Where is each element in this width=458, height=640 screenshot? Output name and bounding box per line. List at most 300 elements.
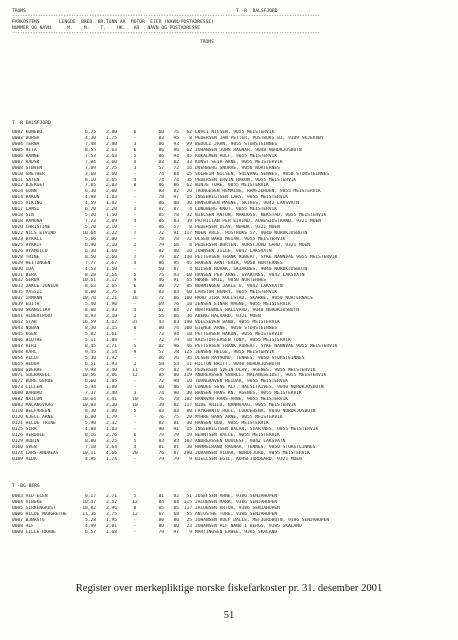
motor-year-cell: 97 [173, 195, 179, 201]
breadth-cell: 1,50 [106, 266, 117, 272]
breadth-cell: 3,41 [106, 397, 117, 403]
owner-cell: HANNVAR HANS-ARNE, 9055 MEISTERVIK [195, 397, 289, 403]
horsepower-cell: 80 [186, 409, 192, 415]
motor-year-cell: 91 [173, 278, 179, 284]
vessel-id-name: 0047 KIRI [12, 343, 37, 349]
tonnage-cell: 4 [133, 159, 137, 165]
tonnage-cell: 6 [133, 284, 137, 290]
motor-year-cell: 85 [173, 505, 179, 511]
length-cell: 4,99 [85, 523, 96, 529]
owner-cell: JOHANSEN JOHN RAGNAR, 9048 NORDKJOSBOTN [195, 147, 302, 153]
owner-cell: ANDREASSEN DUOLESF, 9042 LAKSVATN [195, 438, 286, 444]
motor-year-cell: 82 [173, 159, 179, 165]
tonnage-cell: 3 [133, 141, 137, 147]
length-cell: 8,17 [85, 494, 96, 499]
owner-cell: TRONGESEN REMMING, RAMFJORDEN, 9055 MEISTERVIK [195, 189, 321, 195]
owner-cell: KONST SEIR-ARNE, 9055 MEISTERVIK [195, 159, 283, 165]
length-cell: 4,88 [85, 426, 96, 432]
horsepower-cell: 10 [186, 385, 192, 391]
built-year-cell: 81 [158, 444, 164, 450]
built-year-cell: 83 [158, 159, 164, 165]
table-row [12, 530, 448, 536]
horsepower-cell: 9 [189, 529, 192, 535]
breadth-cell: 2,65 [106, 177, 117, 183]
owner-cell: HANSURSEN MAGNE, SKIKES, 9042 LAKSVATN [195, 201, 300, 207]
owner-cell: MYHRE HANS ARNE, 9055 MEISTERVIK [195, 415, 283, 420]
tonnage-cell: 20 [132, 450, 138, 456]
owner-cell: INGEBRIGTSEN LARS, 9055 MEISTERVIK [195, 195, 289, 201]
motor-year-cell: 86 [173, 385, 179, 391]
length-cell: 10,64 [82, 397, 96, 403]
built-year-cell: 57 [158, 349, 164, 355]
header-rule-bottom: ------------------------------------------------------------------------------------------------------------------------ [12, 31, 320, 36]
vessel-id-name: 0035 VASSIL [12, 290, 43, 296]
built-year-cell: 79 [158, 254, 164, 260]
built-year-cell: 69 [158, 302, 164, 308]
horsepower-cell: 51 [186, 494, 192, 499]
length-cell: 10,64 [82, 230, 96, 236]
length-cell: 10,47 [82, 499, 96, 505]
length-cell: 5,90 [85, 420, 96, 426]
built-year-cell: 85 [158, 213, 164, 219]
horsepower-cell: 100 [183, 296, 192, 302]
built-year-cell: 67 [158, 308, 164, 314]
owner-cell: JOHNSEN JILLE, 9042 LAKSVATN [195, 248, 272, 254]
horsepower-cell: 39 [186, 219, 192, 225]
vessel-id-name: 0129 RUBIN [12, 438, 40, 444]
horsepower-cell: 36 [186, 314, 192, 320]
length-cell: 5,66 [85, 236, 96, 242]
motor-year-cell: 66 [173, 242, 179, 248]
length-cell: 7,09 [85, 165, 96, 171]
length-cell: 7,77 [85, 260, 96, 266]
owner-cell: JOHANSEN ROLF DALLE, MEFJORDBOTN, 9386 SENJAHOPEN [195, 517, 330, 523]
built-year-cell: 82 [158, 248, 164, 254]
length-cell: 9,45 [85, 349, 96, 355]
tonnage-cell: - [133, 379, 137, 385]
length-cell: 3,60 [85, 171, 96, 177]
length-cell: 8,16 [85, 432, 96, 438]
built-year-cell: 76 [158, 415, 164, 420]
length-cell: 6,90 [85, 242, 96, 248]
built-year-cell: 83 [158, 290, 164, 296]
breadth-cell: 3,12 [106, 278, 117, 284]
horsepower-cell: 60 [186, 290, 192, 296]
vessel-id-name: 0017 LAMSI [12, 207, 40, 213]
motor-year-cell: 00 [173, 201, 179, 207]
owner-cell: NILSEN NORAK, SKJAKNES, 9040 NORDKJOSBOTN [195, 266, 308, 272]
length-cell: 6,57 [85, 529, 96, 535]
tonnage-cell: - [133, 171, 137, 177]
built-year-cell: 86 [158, 141, 164, 147]
vessel-id-name: 0005 RITA [12, 147, 37, 153]
vessel-id-name: 0015 VIKING [12, 201, 43, 207]
tonnage-cell: - [133, 225, 137, 230]
built-year-cell: 74 [158, 177, 164, 183]
built-year-cell: 83 [158, 438, 164, 444]
breadth-cell: 2,10 [106, 225, 117, 230]
tonnage-cell: - [133, 195, 137, 201]
breadth-cell: 1,83 [106, 426, 117, 432]
tonnage-cell: 11 [132, 367, 138, 373]
owner-cell: GJENGE ARNE, 9050 STORSTEINNES [195, 325, 278, 331]
horsepower-cell: 8 [189, 135, 192, 141]
built-year-cell: 79 [158, 432, 164, 438]
built-year-cell: 43 [158, 320, 164, 325]
column-header-line-2: NUMMER OG NAVN M. M. T. HK. AR NAVN OG POSTADRESSE [12, 26, 201, 31]
motor-year-cell: 78 [173, 213, 179, 219]
tonnage-cell: 4 [133, 260, 137, 266]
owner-cell: BERNTSEN HALLE, 9055 MEISTERVIK [195, 432, 280, 438]
breadth-cell: 1,85 [106, 379, 117, 385]
length-cell: 8,50 [85, 254, 96, 260]
built-year-cell: 86 [158, 183, 164, 189]
tonnage-cell: 7 [133, 230, 137, 236]
owner-cell: ROKALMEN ROLF, 9055 MEISTERVIK [195, 153, 278, 159]
tonnage-cell: 7 [133, 254, 137, 260]
motor-year-cell: 94 [173, 153, 179, 159]
vessel-id-name: 0003 DORGA [12, 135, 40, 141]
horsepower-cell: 45 [186, 260, 192, 266]
horsepower-cell: 100 [183, 325, 192, 331]
vessel-id-name: 0032 GERDA [12, 278, 40, 284]
length-cell: 10,56 [82, 373, 96, 379]
built-year-cell: 46 [158, 278, 164, 284]
owner-cell: HARD JIRA KOLLSTAD, SKARKE, 9050 NORTERNALS [195, 296, 313, 302]
tonnage-cell: 16 [132, 296, 138, 302]
breadth-cell: 4,66 [106, 450, 117, 456]
built-year-cell: 50 [158, 266, 164, 272]
breadth-cell: 2,10 [106, 314, 117, 320]
horsepower-cell: 35 [186, 355, 192, 361]
breadth-cell: 1,60 [106, 248, 117, 254]
built-year-cell: 85 [158, 373, 164, 379]
breadth-cell: 1,79 [106, 415, 117, 420]
motor-year-cell: 81 [173, 444, 179, 450]
motor-year-cell: 84 [173, 308, 179, 314]
built-year-cell: 75 [158, 272, 164, 278]
length-cell: 4,95 [85, 456, 96, 462]
tonnage-cell: - [133, 201, 137, 207]
vessel-id-name: 0073 LILLEN [12, 385, 43, 391]
horsepower-cell: 30 [186, 201, 192, 207]
breadth-cell: 2,80 [106, 130, 117, 135]
owner-cell: JENSEN HELGE, 9055 MEISTERVIK [195, 349, 275, 355]
breadth-cell: 2,96 [106, 505, 117, 511]
owner-cell: NIELSEN ANTON, MAKDOSS, NEKSTAD, 9055 MEISTERVIK [195, 213, 327, 219]
motor-year-cell: 83 [173, 320, 179, 325]
tonnage-cell: 5 [133, 438, 137, 444]
motor-year-cell: 68 [173, 511, 179, 517]
breadth-cell: 2,75 [106, 165, 117, 171]
vessel-id-name: 0082 NAILON [12, 397, 43, 403]
breadth-cell: 1,50 [106, 213, 117, 219]
motor-year-cell: 72 [173, 165, 179, 171]
horsepower-cell: 117 [183, 403, 192, 409]
vessel-id-name: 0072 BORE GERDE [12, 379, 54, 385]
horsepower-cell: 33 [186, 159, 192, 165]
motor-year-cell: 84 [173, 499, 179, 505]
length-cell: 8,28 [85, 272, 96, 278]
tonnage-cell: - [133, 415, 137, 420]
tonnage-cell: 5 [133, 272, 137, 278]
horsepower-cell: 10 [186, 337, 192, 343]
built-year-cell: 81 [158, 494, 164, 499]
breadth-cell: 1,90 [106, 302, 117, 308]
horsepower-cell: 20 [186, 189, 192, 195]
horsepower-cell: 117 [183, 505, 192, 511]
vessel-id-name: 0006 HILDE MARGRETHE [12, 511, 67, 517]
length-cell: 5,70 [85, 225, 96, 230]
motor-year-cell: 84 [173, 171, 179, 177]
tonnage-cell: - [133, 266, 137, 272]
motor-year-cell: 94 [173, 331, 179, 337]
breadth-cell: 1,61 [106, 331, 117, 337]
motor-year-cell: 82 [173, 403, 179, 409]
horsepower-cell: 102 [183, 438, 192, 444]
vessel-id-name: 0039 EDITH [12, 302, 40, 308]
length-cell: 7,53 [85, 153, 96, 159]
tonnage-cell: 2 [133, 361, 137, 367]
horsepower-cell: 10 [186, 331, 192, 337]
breadth-cell: 2,01 [106, 523, 117, 529]
motor-year-cell: 78 [173, 397, 179, 403]
length-cell: 5,82 [85, 331, 96, 337]
tonnage-cell: 9 [133, 278, 137, 284]
breadth-cell: 2,60 [106, 159, 117, 165]
owner-cell: JACOBSEN MARK, 9386 SENJAHOPEN [195, 499, 278, 505]
owner-cell: PETTERSEN FRANK ROBERT, SYKE NANNVAG 9055 MEISTERVIK [195, 343, 338, 349]
page-number: 51 [223, 610, 235, 621]
vessel-id-name: 0009 LILLE-BARBE [12, 529, 56, 535]
motor-year-cell: 78 [173, 236, 179, 242]
built-year-cell: 60 [158, 385, 164, 391]
horsepower-cell: 30 [186, 420, 192, 426]
motor-year-cell: 79 [173, 456, 179, 462]
breadth-cell: 2,93 [106, 308, 117, 314]
owner-cell: NIDE ARILD, NANNVAAG, 9055 MEISTERVIK [195, 403, 297, 409]
tonnage-cell: 12 [132, 373, 138, 379]
length-cell: 5,28 [85, 517, 96, 523]
horsepower-cell: 125 [183, 349, 192, 355]
length-cell: 7,73 [85, 219, 96, 225]
vessel-id-name: 0007 BJØRSTE [12, 517, 45, 523]
length-cell: 10,02 [82, 505, 96, 511]
motor-year-cell: 95 [173, 260, 179, 266]
built-year-cell: 86 [158, 153, 164, 159]
tonnage-cell: - [133, 331, 137, 337]
motor-year-cell: 72 [173, 284, 179, 290]
breadth-cell: 1,82 [106, 201, 117, 207]
owner-cell: HØGHE EMIL, 9050 NORTERNES [195, 278, 267, 284]
length-cell: 7,85 [85, 183, 96, 189]
breadth-cell: 1,93 [106, 361, 117, 367]
owner-cell: OLSEN RAYMOND, TENNES, 9050 STORSTEINNES [195, 355, 305, 361]
length-cell: 10,03 [82, 403, 96, 409]
tonnage-cell: 37 [132, 320, 138, 325]
motor-year-cell: 95 [173, 135, 179, 141]
owner-cell: NORTREBNES HALLVARD, 9040 NORDKJOSBOTN [195, 308, 300, 314]
breadth-cell: 1,68 [106, 529, 117, 535]
motor-year-cell: 53 [173, 361, 179, 367]
length-cell: 5,20 [85, 213, 96, 219]
owner-cell: NORMINGEN JAKLE O, 9042 LAKSVATN [195, 284, 283, 290]
motor-year-cell: 93 [173, 272, 179, 278]
length-cell: 4,30 [85, 135, 96, 141]
vessel-id-name: 0045 KGEN [12, 331, 37, 337]
breadth-cell: 3,48 [106, 391, 117, 397]
breadth-cell: 1,74 [106, 456, 117, 462]
built-year-cell: 86 [158, 225, 164, 230]
horsepower-cell: 45 [186, 153, 192, 159]
horsepower-cell: 72 [186, 236, 192, 242]
built-year-cell: 72 [158, 337, 164, 343]
length-cell: 5,30 [85, 355, 96, 361]
built-year-cell: 80 [158, 523, 164, 529]
motor-year-cell: 80 [173, 373, 179, 379]
motor-year-cell: 86 [173, 296, 179, 302]
motor-year-cell: 80 [173, 523, 179, 529]
tonnage-cell: 5 [133, 343, 137, 349]
tonnage-cell: 5 [133, 494, 137, 499]
tonnage-cell: - [133, 355, 137, 361]
breadth-cell: 3,15 [106, 325, 117, 331]
vessel-id-name: 0042 STAB [12, 320, 37, 325]
vessel-id-name: 0174 LARS-ANDREAS [12, 450, 59, 456]
vessel-id-name: 0121 HILDE TRINE [12, 420, 56, 426]
vessel-id-name: 0120 KJELL ARNE [12, 415, 54, 420]
built-year-cell: 86 [158, 260, 164, 266]
length-cell: 8,45 [85, 343, 96, 349]
tonnage-cell: 12 [132, 499, 138, 505]
motor-year-cell: 82 [173, 254, 179, 260]
built-year-cell: 83 [158, 409, 164, 415]
built-year-cell: 06 [158, 201, 164, 207]
built-year-cell: 79 [158, 456, 164, 462]
breadth-cell: 2,83 [106, 183, 117, 189]
horsepower-cell: 102 [183, 397, 192, 403]
owner-cell: HAMMELRAND RAGNAR, TENNES, 9050 STORSTEINNES [195, 444, 316, 450]
vessel-id-name: 0003 AID-ELEN [12, 494, 48, 499]
tonnage-cell: 5 [133, 153, 137, 159]
vessel-id-name: 0054 PILOT [12, 355, 40, 361]
breadth-cell: 3,40 [106, 367, 117, 373]
breadth-cell: 1,95 [106, 517, 117, 523]
motor-year-cell: 75 [173, 130, 179, 135]
breadth-cell: 2,63 [106, 153, 117, 159]
breadth-cell: 3,22 [106, 230, 117, 236]
breadth-cell: 2,00 [106, 236, 117, 242]
tonnage-cell: - [133, 337, 137, 343]
tonnage-cell: - [133, 189, 137, 195]
tonnage-cell: 3 [133, 391, 137, 397]
built-year-cell: 82 [158, 420, 164, 426]
vessel-id-name: 0043 NOBAN [12, 325, 40, 331]
column-header-line-1: FARKOSTENS LENGDE BRED BR.TONN AR MOTOR EIER (NAVN/POSTADRESSE) [12, 20, 214, 25]
horsepower-cell: 62 [186, 147, 192, 153]
length-cell: 9,98 [85, 367, 96, 373]
tonnage-cell: 5 [133, 409, 137, 415]
built-year-cell: 72 [158, 230, 164, 236]
owner-cell: LUNDEE SENE ALF, HALSLTAIVES, 9040 NORDKJOSBOTN [195, 385, 324, 391]
motor-year-cell: 76 [173, 355, 179, 361]
breadth-cell: 2,75 [106, 290, 117, 296]
built-year-cell: 84 [158, 499, 164, 505]
breadth-cell: 1,83 [106, 195, 117, 201]
length-cell: 8,00 [85, 308, 96, 314]
breadth-cell: 3,52 [106, 499, 117, 505]
built-year-cell: 67 [158, 511, 164, 517]
vessel-list [12, 130, 448, 463]
vessel-id-name: 0008 STØVEN [12, 165, 43, 171]
built-year-cell: 83 [158, 189, 164, 195]
motor-year-cell: 82 [173, 189, 179, 195]
breadth-cell: 2,65 [106, 284, 117, 290]
built-year-cell: 72 [158, 296, 164, 302]
tonnage-cell: - [133, 456, 137, 462]
vessel-id-name: 0033 JAKLE JUNIOR [12, 284, 59, 290]
tonnage-cell: 6 [133, 432, 137, 438]
length-cell: 4,98 [85, 195, 96, 201]
tonnage-cell: - [133, 213, 137, 219]
vessel-id-name: 0018 RAMONA [12, 219, 43, 225]
vessel-id-name: 0007 VADSØ [12, 159, 40, 165]
built-year-cell: 74 [158, 391, 164, 397]
owner-cell: ANDREASSEN SNVRLL, MALANGSEIDET, 9055 MEISTERVIK [195, 373, 327, 379]
tonnage-cell: 6 [133, 130, 137, 135]
tonnage-cell: - [133, 420, 137, 426]
owner-cell: JOHANSEN VIDAR, NORDFJORD, 9055 MEISTERVIK [195, 450, 310, 456]
built-year-cell: 78 [158, 236, 164, 242]
vessel-id-name: 0189 ALDA [12, 456, 37, 462]
horsepower-cell: 10 [186, 379, 192, 385]
horsepower-cell: 32 [186, 213, 192, 219]
vessel-id-name: 0080 BARBRO [12, 391, 43, 397]
horsepower-cell: 30 [186, 444, 192, 450]
built-year-cell: 80 [158, 284, 164, 290]
owner-cell: INGEBRIGTSEN BALAN, SVARTNES, 9055 MEISTERVIK [195, 426, 319, 432]
owner-cell: OLSEN BARD MEIAN, 9055 MEISTERVIK [195, 236, 286, 242]
built-year-cell: 78 [158, 195, 164, 201]
horsepower-cell: 15 [186, 195, 192, 201]
owner-cell: PATRICIAN PER EIVIND, AURESJOSTRAND, 9321 MOEN [195, 219, 321, 225]
owner-cell: WINJE TORE, 9055 MEISTERVIK [195, 183, 269, 189]
motor-year-cell: 96 [173, 343, 179, 349]
motor-year-cell: 91 [173, 230, 179, 236]
horsepower-cell: 46 [186, 343, 192, 349]
breadth-cell: 3,75 [106, 511, 117, 517]
breadth-cell: 2,71 [106, 343, 117, 349]
breadth-cell: 2,54 [106, 272, 117, 278]
built-year-cell: 85 [158, 505, 164, 511]
length-cell: 10,11 [82, 450, 96, 456]
vessel-id-name: 0023 BYKALI [12, 236, 43, 242]
vessel-id-name: 0008 ALF [12, 523, 34, 529]
motor-year-cell: 74 [173, 177, 179, 183]
built-year-cell: 79 [158, 242, 164, 248]
length-cell: 6,30 [85, 248, 96, 254]
horsepower-cell: 15 [186, 426, 192, 432]
built-year-cell: 83 [158, 135, 164, 141]
tonnage-cell: - [133, 135, 137, 141]
length-cell: 10,70 [82, 296, 96, 302]
horsepower-cell: 115 [183, 499, 192, 505]
vessel-id-name: 0125 SIRR [12, 426, 37, 432]
tonnage-cell: - [133, 236, 137, 242]
header-municipality: T -R BALSFJORD [236, 9, 278, 14]
horsepower-cell: 10 [186, 302, 192, 308]
built-year-cell: 80 [158, 517, 164, 523]
